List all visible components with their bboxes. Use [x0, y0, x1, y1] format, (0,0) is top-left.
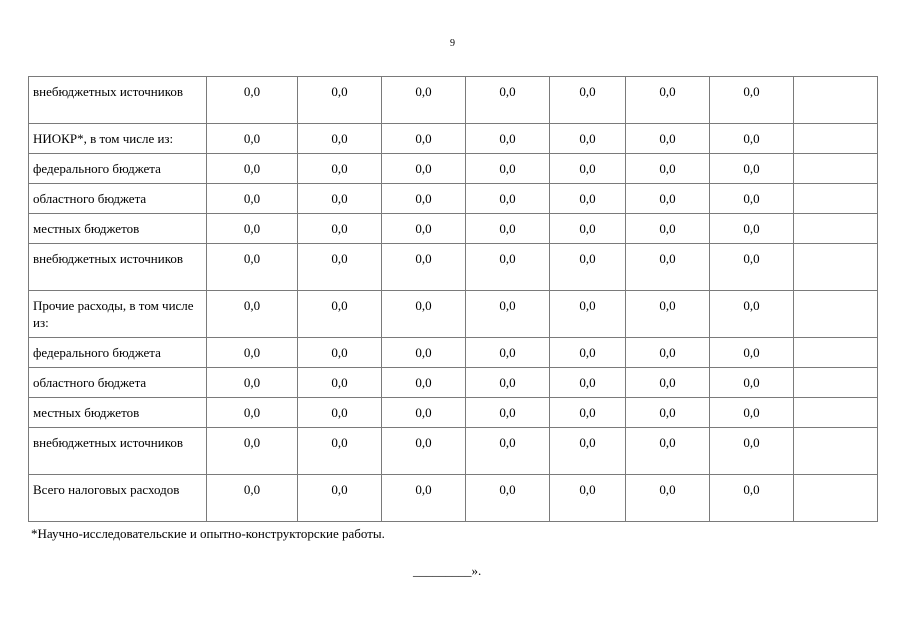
value-cell: 0,0: [207, 154, 298, 184]
value-cell: 0,0: [710, 184, 794, 214]
value-cell: [794, 291, 878, 338]
value-cell: 0,0: [466, 154, 550, 184]
table-row: [29, 338, 878, 368]
value-cell: [794, 398, 878, 428]
budget-table: [28, 76, 878, 522]
value-cell: 0,0: [298, 124, 382, 154]
value-cell: 0,0: [710, 368, 794, 398]
value-cell: 0,0: [626, 184, 710, 214]
value-cell: 0,0: [626, 154, 710, 184]
value-cell: 0,0: [382, 428, 466, 475]
value-cell: 0,0: [550, 398, 626, 428]
table-row: [29, 184, 878, 214]
value-cell: 0,0: [626, 428, 710, 475]
row-label: федерального бюджета: [29, 338, 207, 368]
value-cell: 0,0: [382, 475, 466, 522]
value-cell: 0,0: [550, 214, 626, 244]
value-cell: 0,0: [382, 214, 466, 244]
value-cell: 0,0: [298, 398, 382, 428]
row-label: Прочие расходы, в том числе из:: [29, 291, 207, 338]
value-cell: 0,0: [626, 244, 710, 291]
table-row: [29, 368, 878, 398]
value-cell: 0,0: [710, 428, 794, 475]
row-label: Всего налоговых расходов: [29, 475, 207, 522]
value-cell: [794, 428, 878, 475]
value-cell: 0,0: [550, 475, 626, 522]
value-cell: 0,0: [466, 244, 550, 291]
value-cell: 0,0: [207, 291, 298, 338]
footnote: *Научно-исследовательские и опытно-конструкторские работы.: [31, 526, 385, 541]
value-cell: 0,0: [466, 368, 550, 398]
value-cell: 0,0: [710, 338, 794, 368]
value-cell: 0,0: [550, 184, 626, 214]
value-cell: 0,0: [207, 244, 298, 291]
row-label: НИОКР*, в том числе из:: [29, 124, 207, 154]
value-cell: 0,0: [466, 338, 550, 368]
row-label: внебюджетных источников: [29, 428, 207, 475]
value-cell: 0,0: [626, 398, 710, 428]
value-cell: [794, 475, 878, 522]
value-cell: 0,0: [626, 77, 710, 124]
value-cell: 0,0: [550, 428, 626, 475]
value-cell: [794, 338, 878, 368]
row-label: местных бюджетов: [29, 398, 207, 428]
value-cell: 0,0: [710, 398, 794, 428]
value-cell: 0,0: [626, 291, 710, 338]
value-cell: 0,0: [298, 368, 382, 398]
value-cell: 0,0: [626, 124, 710, 154]
value-cell: 0,0: [382, 124, 466, 154]
value-cell: 0,0: [207, 77, 298, 124]
value-cell: 0,0: [207, 428, 298, 475]
value-cell: [794, 244, 878, 291]
value-cell: 0,0: [298, 338, 382, 368]
value-cell: 0,0: [298, 154, 382, 184]
value-cell: 0,0: [710, 154, 794, 184]
value-cell: 0,0: [298, 291, 382, 338]
value-cell: 0,0: [382, 184, 466, 214]
value-cell: 0,0: [710, 214, 794, 244]
row-label: внебюджетных источников: [29, 77, 207, 124]
value-cell: 0,0: [382, 77, 466, 124]
row-label: внебюджетных источников: [29, 244, 207, 291]
table-row: [29, 291, 878, 338]
value-cell: 0,0: [550, 368, 626, 398]
row-label: местных бюджетов: [29, 214, 207, 244]
value-cell: 0,0: [710, 77, 794, 124]
value-cell: [794, 214, 878, 244]
table-row: [29, 244, 878, 291]
table-row: [29, 428, 878, 475]
value-cell: 0,0: [298, 184, 382, 214]
value-cell: 0,0: [207, 124, 298, 154]
row-label: областного бюджета: [29, 184, 207, 214]
value-cell: 0,0: [382, 398, 466, 428]
value-cell: 0,0: [207, 368, 298, 398]
value-cell: 0,0: [207, 338, 298, 368]
value-cell: 0,0: [550, 291, 626, 338]
value-cell: 0,0: [207, 398, 298, 428]
value-cell: 0,0: [550, 244, 626, 291]
value-cell: 0,0: [298, 214, 382, 244]
table-row: [29, 214, 878, 244]
value-cell: 0,0: [298, 244, 382, 291]
value-cell: 0,0: [550, 124, 626, 154]
value-cell: 0,0: [298, 475, 382, 522]
value-cell: 0,0: [382, 368, 466, 398]
value-cell: 0,0: [550, 154, 626, 184]
table-row: [29, 475, 878, 522]
value-cell: 0,0: [466, 77, 550, 124]
value-cell: 0,0: [550, 338, 626, 368]
value-cell: 0,0: [466, 398, 550, 428]
value-cell: [794, 77, 878, 124]
value-cell: 0,0: [550, 77, 626, 124]
value-cell: 0,0: [626, 475, 710, 522]
value-cell: [794, 184, 878, 214]
table-row: [29, 124, 878, 154]
value-cell: 0,0: [207, 214, 298, 244]
value-cell: 0,0: [466, 184, 550, 214]
value-cell: [794, 124, 878, 154]
value-cell: 0,0: [207, 184, 298, 214]
table-row: [29, 154, 878, 184]
value-cell: 0,0: [466, 214, 550, 244]
table-row: [29, 77, 878, 124]
value-cell: 0,0: [626, 338, 710, 368]
value-cell: 0,0: [466, 124, 550, 154]
value-cell: 0,0: [382, 291, 466, 338]
value-cell: 0,0: [207, 475, 298, 522]
value-cell: [794, 154, 878, 184]
value-cell: 0,0: [466, 475, 550, 522]
value-cell: 0,0: [710, 291, 794, 338]
value-cell: [794, 368, 878, 398]
value-cell: 0,0: [626, 368, 710, 398]
value-cell: 0,0: [710, 124, 794, 154]
table-row: [29, 398, 878, 428]
value-cell: 0,0: [382, 154, 466, 184]
value-cell: 0,0: [298, 77, 382, 124]
value-cell: 0,0: [626, 214, 710, 244]
value-cell: 0,0: [710, 244, 794, 291]
value-cell: 0,0: [382, 338, 466, 368]
row-label: областного бюджета: [29, 368, 207, 398]
value-cell: 0,0: [466, 291, 550, 338]
page-number: 9: [450, 38, 455, 49]
row-label: федерального бюджета: [29, 154, 207, 184]
value-cell: 0,0: [382, 244, 466, 291]
value-cell: 0,0: [710, 475, 794, 522]
closing-mark: _________».: [413, 563, 482, 578]
value-cell: 0,0: [466, 428, 550, 475]
value-cell: 0,0: [298, 428, 382, 475]
